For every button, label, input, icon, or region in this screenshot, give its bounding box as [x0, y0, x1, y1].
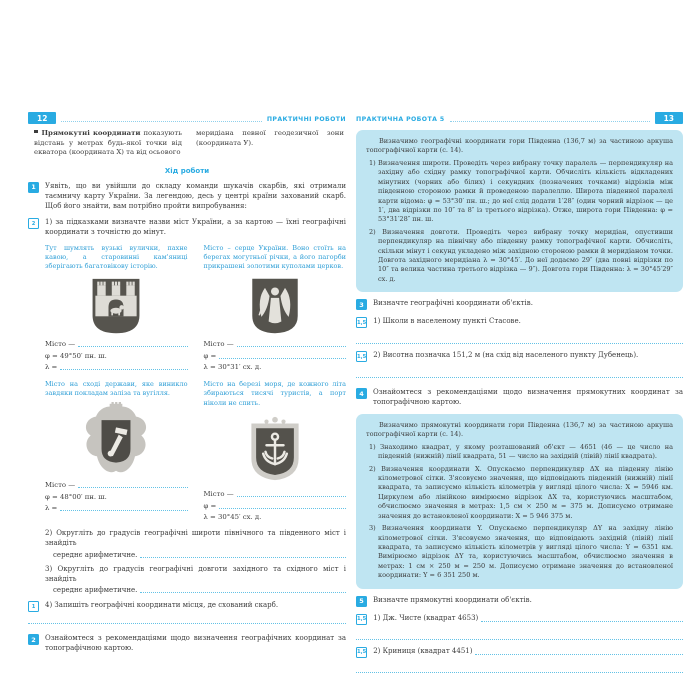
- city-block-1: [45, 244, 188, 371]
- answer-dots: [219, 508, 346, 509]
- answer-dots: [78, 487, 187, 488]
- answer-dots: [219, 358, 346, 359]
- question-3-1-row: [356, 317, 683, 328]
- question-3-answer: [53, 586, 346, 594]
- city-1-phi-line: [45, 352, 188, 360]
- question-3-2-text: 2) Висотна позначка 151,2 м (на схід від населеного пункту Дубенець).: [373, 351, 639, 360]
- city-2-clue: Місто – серце України. Воно стоїть на берегах могутньої річки, а його пагорби прикрашені золотими куполами церков.: [203, 243, 346, 271]
- definition-text-2: меридіана певної геодезичної зони (координата У).: [196, 129, 344, 147]
- city-1-clue: Тут шумлять вузькі вулички, пахне кавою, а старовинні кам'яниці зберігають багатовікову історію.: [45, 243, 188, 271]
- city-4-lambda: λ = 30°45′ сх. д.: [203, 513, 262, 522]
- city-2-name-line: [204, 340, 347, 348]
- question-5-1-row: [356, 614, 683, 625]
- page-13: [356, 112, 683, 673]
- definition-text-1: показують відстань у метрах будь-якої точки від екватора (координата X) та від осьового: [34, 129, 182, 157]
- city-4-phi-line: [204, 502, 347, 510]
- question-1-text: 1) за підказками визначте назви міст України, а за картою — їхні географічні координати з точністю до мінут.: [45, 218, 346, 237]
- question-2-text: 2) Округліть до градусів географічні широти північного та південного міст і знайдіть: [45, 529, 346, 548]
- question-3-block: [45, 565, 346, 595]
- city-2-phi: φ =: [203, 351, 217, 360]
- lviv-coat-of-arms-icon: [45, 275, 188, 337]
- task-2-number-badge: 2: [28, 634, 39, 645]
- city-3-name-line: [45, 481, 188, 489]
- task-5-row: [356, 596, 683, 607]
- city-1-phi: φ = 49°50′ пн. ш.: [45, 351, 107, 360]
- box1-item-2: 2) Визначення довготи. Проведіть через вибрану точку меридіан, опустивши перпендикуляр на північну або південну рамку топографічної карти. Обчисліть, скільки мінут і секунд укладено між західною стороною рамки й меридіаном точки. Довгота західного меридіана λ = 30°45′. До неї додаємо 29″ (два повні відрізки по 10″ та велика частина третього відрізка — 9″). Довгота гори Південна: λ = 30°45′29″ сх. д.: [369, 227, 673, 283]
- answer-line: [356, 631, 683, 640]
- page-12-header: [28, 112, 346, 124]
- task-3-number-badge: 3: [356, 299, 367, 310]
- question-3-text: 3) Округліть до градусів географічні довготи західного та східного міст і знайдіть: [45, 564, 346, 583]
- square-bullet-icon: [34, 130, 38, 134]
- question-1-points-badge: 2: [28, 218, 39, 229]
- question-5-1-text: 1) Дж. Чисте (квадрат 4653): [373, 613, 479, 622]
- page-12: [28, 112, 346, 654]
- answer-dots: [140, 592, 346, 593]
- task-4-row: [356, 388, 683, 408]
- city-4-lambda-line: [204, 513, 347, 521]
- city-3-lambda: λ =: [45, 504, 58, 513]
- header-dotted-leader: [450, 121, 650, 122]
- answer-dots: [475, 654, 683, 655]
- definition-col-2: [196, 129, 344, 158]
- question-5-1-points-badge: 1,5: [356, 614, 367, 625]
- task-4-text: Ознайомтеся з рекомендаціями щодо визначення прямокутних координат за топографічною картою.: [373, 388, 683, 407]
- answer-line: [356, 335, 683, 344]
- box1-intro: Визначимо географічні координати гори Південна (136,7 м) за частиною аркуша топографічної карти (с. 14).: [366, 137, 673, 155]
- question-4-text: 4) Запишіть географічні координати місця, де схований скарб.: [45, 601, 279, 610]
- task-5-number-badge: 5: [356, 596, 367, 607]
- question-3-2-points-badge: 1,5: [356, 351, 367, 362]
- city-2-lambda-line: [204, 363, 347, 371]
- answer-line: [356, 664, 683, 673]
- answer-line: [356, 369, 683, 378]
- city-4-name-line: [204, 490, 347, 498]
- running-head: ПРАКТИЧНА РОБОТА 5: [356, 116, 445, 123]
- city-2-lambda: λ = 30°31′ сх. д.: [203, 363, 262, 372]
- answer-dots: [60, 510, 187, 511]
- question-5-2-text: 2) Криниця (квадрат 4451): [373, 646, 473, 655]
- question-1-row: [28, 218, 346, 238]
- task-2-text: Ознайомтеся з рекомендаціями щодо визначення географічних координат за топографічною картою.: [45, 634, 346, 653]
- page-number-badge: 13: [655, 112, 683, 124]
- task-1-number-badge: 1: [28, 182, 39, 193]
- city-clues-grid: [45, 244, 346, 521]
- section-title: Хід роботи: [164, 166, 210, 175]
- rect-coordinates-recommendation-box: [356, 414, 683, 589]
- city-1-label: Місто —: [45, 340, 76, 349]
- task-3-text: Визначте географічні координати об'єктів.: [373, 299, 533, 308]
- odesa-coat-of-arms-icon: [204, 411, 347, 487]
- box2-item-3: 3) Визначення координати Y. Опускаємо перпендикуляр ΔY на західну лінію кілометрової сітки. З'ясовуємо значення, що відповідають західній (лівій) лінії квадрата, та записуємо кількість кілометрів у вигляді цілого числа: Y = 6351 км. Вимірюємо відрізок ΔY та, користуючись масштабом, обчислюємо значення в метрах: 1 см × 250 м = 250 м. Дописуємо отримане значення до встановленої координати: Y = 6 351 250 м.: [369, 524, 673, 580]
- city-block-4: [204, 380, 347, 521]
- running-head: ПРАКТИЧНІ РОБОТИ: [266, 116, 346, 123]
- city-2-phi-line: [204, 352, 347, 360]
- city-3-lambda-line: [45, 504, 188, 512]
- city-3-clue: Місто на сході держави, яке виникло завдяки покладам заліза та вугілля.: [45, 380, 188, 398]
- box2-item-1: 1) Знаходимо квадрат, у якому розташований об'єкт — 4651 (46 — це число на південній (нижній) лінії квадрата, 51 — число на західній (лівій) лінії квадрата).: [369, 442, 673, 461]
- city-1-lambda: λ =: [45, 363, 58, 372]
- question-2-answer: [53, 551, 346, 559]
- box1-item-1: 1) Визначення широти. Проведіть через вибрану точку паралель — перпендикуляр на західну або східну рамку топографічної карти. Обчисліть кількість відкладених мінутних (чорних або білих) і секундних (позначених точками) відрізків між південною стороною рамки й проведеною паралеллю. Широта південної паралелі карти відома: φ = 53°30′ пн. ш.; до неї слід додати 1′28″ (один чорний відрізок — це 1′, два відрізки по 10″ та 8″ із третього відрізка). Отже, широта гори Південна: φ = 53°31′28″ пн. ш.: [369, 158, 673, 224]
- city-block-2: [204, 244, 347, 371]
- box2-item-2: 2) Визначення координати X. Опускаємо перпендикуляр ΔX на південну лінію кілометрової сітки. З'ясовуємо значення, що відповідають південній (нижній) лінії квадрата, та записуємо кількість кілометрів у вигляді цілого числа: X = 5946 км. Циркулем або лінійкою вимірюємо відрізок ΔX та, користуючись масштабом, обчислюємо значення в метрах: 1,5 см × 250 м = 375 м. Дописуємо отримане значення до встановленої координати: X = 5 946 375 м.: [369, 464, 673, 520]
- city-1-name-line: [45, 340, 188, 348]
- city-2-label: Місто —: [203, 340, 234, 349]
- task-4-number-badge: 4: [356, 388, 367, 399]
- page-13-header: [356, 112, 683, 124]
- task-2-row: [28, 634, 346, 654]
- question-3-text-cont: середнє арифметичне.: [53, 586, 138, 595]
- question-2-text-cont: середнє арифметичне.: [53, 550, 138, 559]
- task-1-row: [28, 182, 346, 211]
- donetsk-coat-of-arms-icon: [45, 402, 188, 478]
- definition-col-1: [34, 129, 182, 158]
- answer-dots: [78, 346, 187, 347]
- question-5-2-points-badge: 1,5: [356, 647, 367, 658]
- answer-dots: [140, 557, 346, 558]
- question-5-1-line: [373, 614, 683, 624]
- task-1-text: Уявіть, що ви увійшли до складу команди шукачів скарбів, які отримали таємничу карту України. За легендою, десь у центрі країни захований скарб. Щоб його знайти, вам потрібно пройти випробування:: [45, 181, 346, 210]
- question-5-2-line: [373, 647, 683, 657]
- question-2-block: [45, 529, 346, 559]
- question-3-1-points-badge: 1,5: [356, 317, 367, 328]
- question-4-row: [28, 601, 346, 612]
- question-4-points-badge: 1: [28, 601, 39, 612]
- task-5-text: Визначте прямокутні координати об'єктів.: [373, 595, 532, 604]
- city-4-clue: Місто на березі моря, де кожного літа збираються тисячі туристів, а порт ніколи не спить.: [203, 380, 346, 407]
- city-block-3: [45, 380, 188, 521]
- question-3-2-row: [356, 351, 683, 362]
- city-3-phi-line: [45, 493, 188, 501]
- answer-dots: [481, 621, 683, 622]
- page-number-badge: 12: [28, 112, 56, 124]
- question-3-1-text: 1) Школи в населеному пункті Стасове.: [373, 317, 521, 326]
- answer-dots: [60, 369, 187, 370]
- answer-line: [28, 615, 346, 624]
- definition-paragraph: [34, 129, 344, 158]
- definition-term: Прямокутні координати: [41, 129, 141, 137]
- city-4-phi: φ =: [203, 501, 217, 510]
- geo-coordinates-recommendation-box: [356, 130, 683, 292]
- kyiv-coat-of-arms-icon: [204, 275, 347, 337]
- city-3-label: Місто —: [45, 481, 76, 490]
- answer-dots: [237, 346, 346, 347]
- city-4-label: Місто —: [203, 490, 234, 499]
- question-5-2-row: [356, 647, 683, 658]
- city-1-lambda-line: [45, 363, 188, 371]
- box2-intro: Визначимо прямокутні координати гори Південна (136,7 м) за частиною аркуша топографічної карти (с. 14).: [366, 420, 673, 439]
- city-3-phi: φ = 48°00′ пн. ш.: [45, 492, 107, 501]
- header-dotted-leader: [61, 121, 261, 122]
- task-3-row: [356, 299, 683, 310]
- answer-dots: [237, 496, 346, 497]
